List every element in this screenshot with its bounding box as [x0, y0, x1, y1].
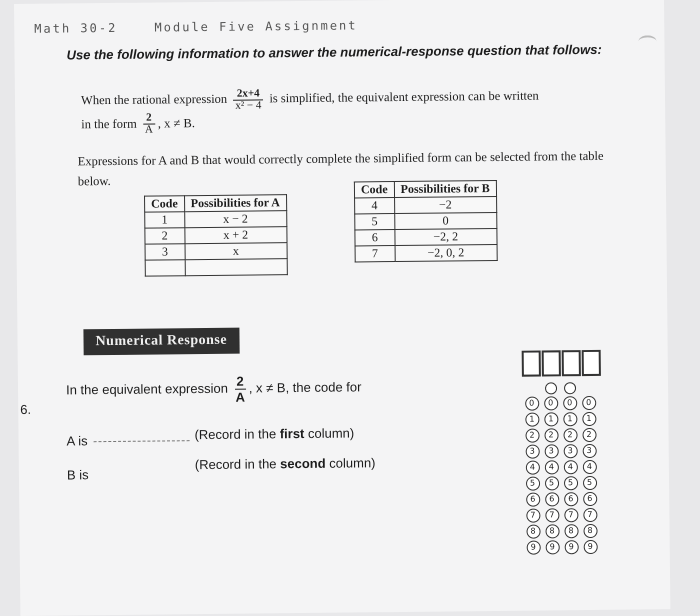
digit-bubble[interactable]: 7	[583, 508, 597, 522]
answer-b-label: B is	[66, 467, 89, 483]
digit-bubble[interactable]: 2	[563, 428, 577, 442]
digit-bubble[interactable]: 9	[545, 540, 559, 554]
problem-statement	[81, 84, 601, 137]
answer-box[interactable]	[542, 350, 561, 376]
digit-bubble[interactable]: 8	[526, 525, 540, 539]
table-row	[145, 259, 287, 276]
digit-bubble[interactable]: 0	[544, 396, 558, 410]
table-row	[355, 212, 497, 229]
question-numerator: 2	[234, 374, 245, 390]
digit-bubble[interactable]: 4	[582, 460, 596, 474]
page-edge-mark	[638, 35, 656, 47]
digit-bubble[interactable]: 5	[582, 476, 596, 490]
digit-bubble[interactable]: 6	[526, 493, 540, 507]
problem-text-cont: is simplified, the equivalent expression can be written	[269, 88, 539, 106]
digit-bubble[interactable]: 3	[525, 445, 539, 459]
rational-expression	[233, 88, 263, 111]
code-cell: 4	[355, 198, 395, 214]
option-cell: 0	[394, 212, 496, 229]
table-b	[354, 180, 498, 262]
table-instructions: Expressions for A and B that would correctly complete the simplified form can be selected from the table below.	[77, 148, 604, 189]
course-name: Math 30-2	[34, 20, 118, 36]
option-cell: x	[185, 243, 287, 260]
question-denominator: A	[235, 389, 246, 405]
digit-bubble[interactable]: 4	[544, 460, 558, 474]
code-cell	[145, 260, 185, 276]
bubble-columns	[522, 382, 604, 557]
form-numerator: 2	[143, 113, 155, 125]
digit-bubble[interactable]: 5	[544, 476, 558, 490]
expr-denominator: x² − 4	[235, 99, 262, 112]
digit-bubble[interactable]: 1	[525, 413, 539, 427]
digit-bubble[interactable]: 1	[582, 412, 596, 426]
record-text: (Record in the	[194, 426, 280, 443]
digit-bubble[interactable]: 0	[525, 397, 539, 411]
bubble-column	[579, 382, 600, 556]
table-row	[145, 227, 287, 244]
bubble-column	[541, 382, 562, 556]
record-text: column)	[304, 425, 355, 441]
problem-line2: in the form	[81, 116, 137, 131]
digit-bubble[interactable]: 7	[545, 508, 559, 522]
code-cell: 6	[355, 230, 395, 246]
digit-bubble[interactable]: 6	[545, 492, 559, 506]
digit-bubble[interactable]: 3	[582, 444, 596, 458]
digit-bubble[interactable]: 0	[563, 396, 577, 410]
option-cell: x + 2	[185, 227, 287, 244]
table-header: Code	[145, 196, 185, 212]
digit-bubble[interactable]: 3	[544, 444, 558, 458]
digit-bubble[interactable]: 9	[583, 540, 597, 554]
record-column: second	[280, 455, 326, 472]
option-cell: x − 2	[184, 211, 286, 228]
question-number: 6.	[20, 401, 32, 417]
answer-a	[67, 432, 190, 448]
instructions: Use the following information to answer the numerical-response question that follows:	[66, 41, 602, 63]
digit-bubble[interactable]: 9	[526, 541, 540, 555]
digit-bubble[interactable]: 9	[564, 540, 578, 554]
digit-bubble[interactable]: 8	[564, 524, 578, 538]
record-instruction-b	[195, 455, 376, 472]
digit-bubble[interactable]: 2	[544, 428, 558, 442]
question-post: , x ≠ B, the code for	[248, 379, 362, 396]
digit-bubble[interactable]: 4	[563, 460, 577, 474]
answer-boxes	[522, 350, 602, 377]
expr-numerator: 2x+4	[233, 88, 263, 100]
option-cell: −2	[394, 196, 496, 213]
record-column: first	[279, 425, 305, 442]
decimal-bubble[interactable]	[563, 382, 575, 394]
code-cell: 1	[145, 212, 185, 228]
digit-bubble[interactable]: 1	[544, 412, 558, 426]
decimal-bubble[interactable]	[544, 382, 556, 394]
digit-bubble[interactable]: 1	[563, 412, 577, 426]
bubble-column	[522, 383, 543, 557]
digit-bubble[interactable]: 6	[583, 492, 597, 506]
table-row	[355, 196, 497, 213]
digit-bubble[interactable]: 8	[545, 524, 559, 538]
problem-text: When the rational expression	[80, 91, 228, 108]
digit-bubble[interactable]: 4	[525, 461, 539, 475]
form-fraction	[143, 113, 155, 136]
digit-bubble[interactable]: 0	[582, 396, 596, 410]
bubble-column	[560, 382, 581, 556]
code-cell: 5	[355, 214, 395, 230]
record-text: (Record in the	[194, 456, 281, 473]
response-grid	[522, 350, 604, 557]
digit-bubble[interactable]: 5	[525, 477, 539, 491]
option-cell: −2, 0, 2	[395, 244, 497, 261]
answer-box[interactable]	[562, 350, 581, 376]
question-fraction	[234, 374, 246, 405]
table-row	[355, 244, 497, 261]
question-pre: In the equivalent expression	[65, 380, 229, 398]
form-condition: , x ≠ B.	[157, 115, 196, 131]
worksheet-page	[14, 0, 670, 616]
option-cell	[185, 259, 287, 276]
answer-a-blank[interactable]	[94, 440, 190, 442]
record-instruction-a	[194, 425, 354, 442]
numerical-response-banner: Numerical Response	[83, 328, 239, 356]
table-row	[145, 243, 287, 260]
table-header: Possibilities for A	[184, 195, 286, 212]
table-a	[144, 194, 288, 276]
digit-bubble[interactable]: 8	[583, 524, 597, 538]
code-cell: 7	[355, 246, 395, 262]
digit-bubble[interactable]: 5	[563, 476, 577, 490]
answer-box[interactable]	[582, 350, 601, 376]
code-cell: 3	[145, 244, 185, 260]
form-denominator: A	[144, 123, 154, 136]
digit-bubble[interactable]: 2	[582, 428, 596, 442]
digit-bubble[interactable]: 7	[526, 509, 540, 523]
digit-bubble[interactable]: 3	[563, 444, 577, 458]
table-header: Code	[354, 182, 394, 198]
table-row	[145, 211, 287, 228]
table-row	[355, 228, 497, 245]
code-cell: 2	[145, 228, 185, 244]
answer-b	[67, 467, 89, 482]
option-cell: −2, 2	[395, 228, 497, 245]
table-header: Possibilities for B	[394, 180, 496, 197]
digit-bubble[interactable]: 6	[564, 492, 578, 506]
page-header	[34, 18, 357, 35]
question-text	[66, 372, 362, 406]
module-name: Module Five Assignment	[154, 18, 358, 35]
answer-box[interactable]	[522, 351, 541, 377]
digit-bubble[interactable]: 7	[564, 508, 578, 522]
digit-bubble[interactable]: 2	[525, 429, 539, 443]
answer-a-label: A is	[66, 433, 88, 449]
record-text: column)	[325, 455, 376, 471]
